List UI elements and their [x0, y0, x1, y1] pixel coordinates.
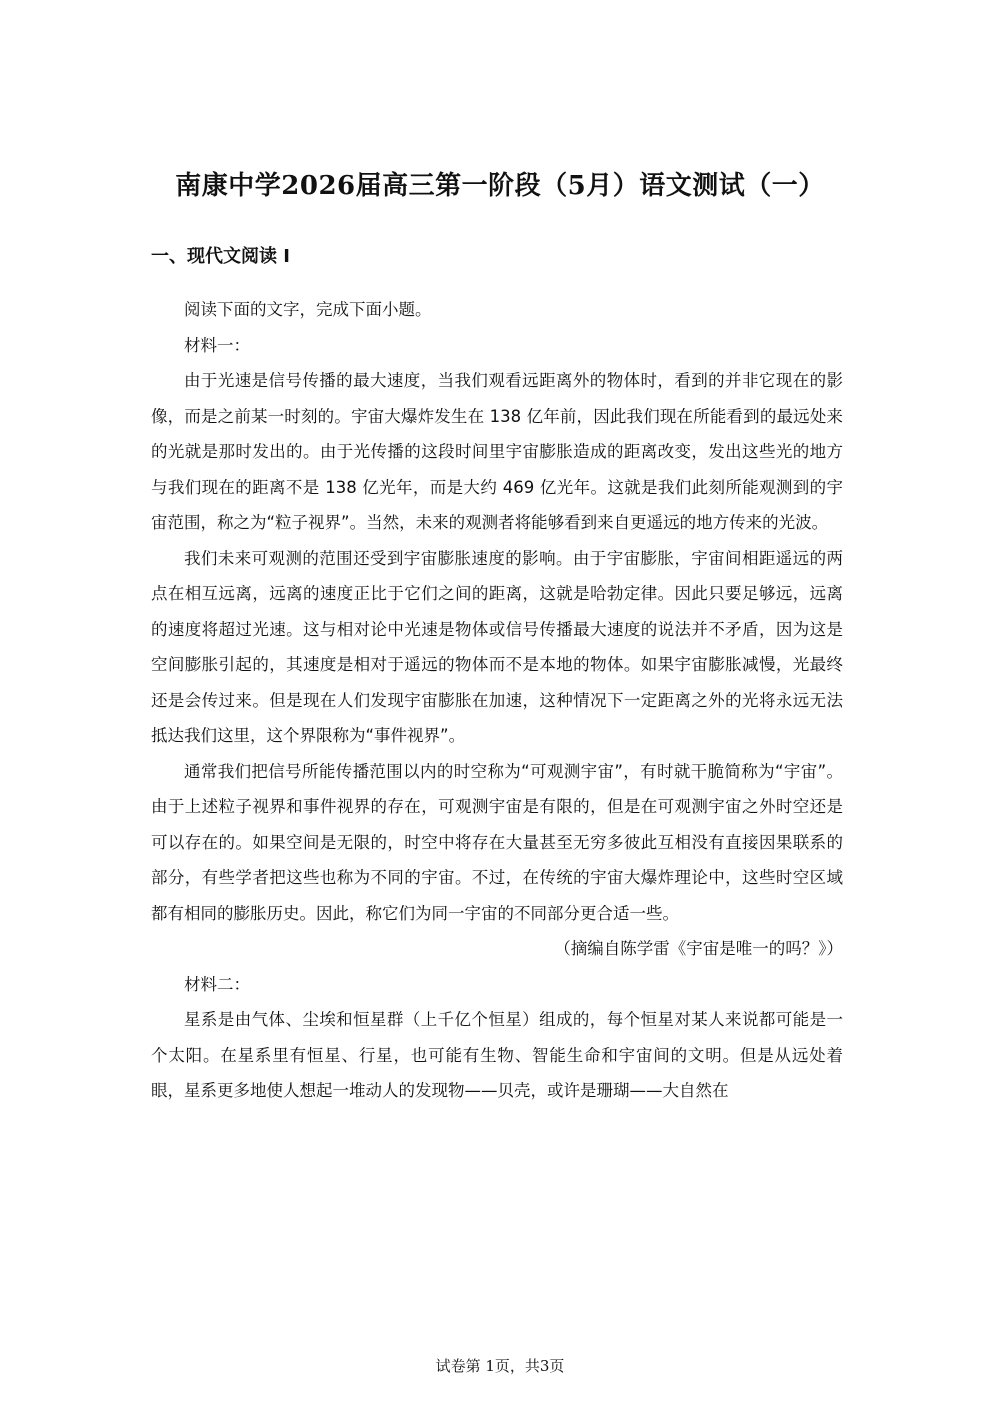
material-one-paragraph: 我们未来可观测的范围还受到宇宙膨胀速度的影响。由于宇宙膨胀，宇宙间相距遥远的两点在相互远离，远离的速度正比于它们之间的距离，这就是哈勃定律。因此只要足够远，远离的速度将超过光速。这与相对论中光速是物体或信号传播最大速度的说法并不矛盾，因为这是空间膨胀引起的，其速度是相对于遥远的物体而不是本地的物体。如果宇宙膨胀减慢，光最终还是会传过来。但是现在人们发现宇宙膨胀在加速，这种情况下一定距离之外的光将永远无法抵达我们这里，这个界限称为“事件视界”。 [151, 548, 843, 745]
material-one-paragraph: 由于光速是信号传播的最大速度，当我们观看远距离外的物体时，看到的并非它现在的影像，而是之前某一时刻的。宇宙大爆炸发生在 138 亿年前，因此我们现在所能看到的最远处来的光就是那时发出的。由于光传播的这段时间里宇宙膨胀造成的距离改变，发出这些光的地方与我们现在的距离不是 138 亿光年，而是大约 469 亿光年。这就是我们此刻所能观测到的宇宙范围，称之为“粒子视界”。当然，未来的观测者将能够看到来自更遥远的地方传来的光波。 [151, 371, 843, 532]
exam-title: 南康中学2026届高三第一阶段（5月）语文测试（一） [175, 171, 825, 201]
material-one-label: 材料一： [184, 335, 250, 355]
material-two-label: 材料二： [184, 974, 250, 994]
material-two-paragraph: 星系是由气体、尘埃和恒星群（上千亿个恒星）组成的，每个恒星对某人来说都可能是一个太阳。在星系里有恒星、行星，也可能有生物、智能生命和宇宙间的文明。但是从远处着眼，星系更多地使人想起一堆动人的发现物——贝壳，或许是珊瑚——大自然在 [151, 1010, 843, 1100]
instruction-text: 阅读下面的文字，完成下面小题。 [184, 300, 432, 319]
material-one-source: （摘编自陈学雷《宇宙是唯一的吗？》） [554, 939, 843, 958]
material-one-paragraph: 通常我们把信号所能传播范围以内的时空称为“可观测宇宙”，有时就干脆简称为“宇宙”。由于上述粒子视界和事件视界的存在，可观测宇宙是有限的，但是在可观测宇宙之外时空还是可以存在的。如果空间是无限的，时空中将存在大量甚至无穷多彼此互相没有直接因果联系的部分，有些学者把这些也称为不同的宇宙。不过，在传统的宇宙大爆炸理论中，这些时空区域都有相同的膨胀历史。因此，称它们为同一宇宙的不同部分更合适一些。 [151, 761, 843, 923]
page-footer: 试卷第 1页，共3页 [435, 1357, 565, 1375]
reading-passage [151, 292, 843, 1109]
section-heading: 一、现代文阅读 I [151, 246, 290, 267]
